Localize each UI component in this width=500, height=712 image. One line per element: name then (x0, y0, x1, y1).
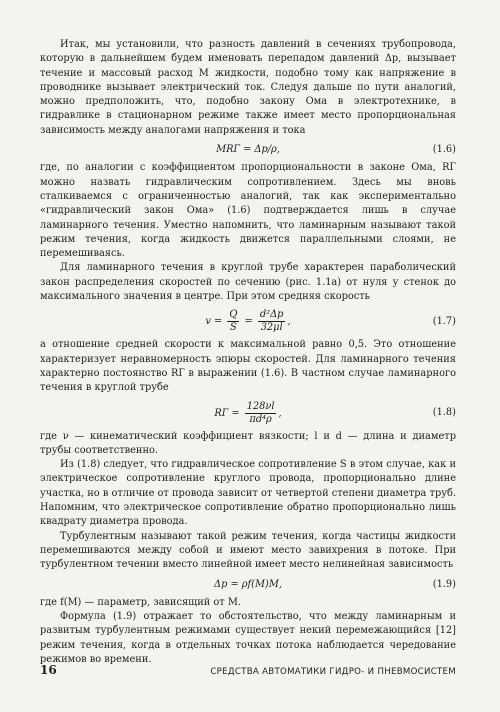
fraction-numerator: d²Δp (259, 309, 284, 321)
equation-1-6 (40, 143, 456, 157)
running-title: СРЕДСТВА АВТОМАТИКИ ГИДРО- И ПНЕВМОСИСТЕМ (210, 667, 456, 677)
paragraph-5: где ν — кинематический коэффициент вязкости; l и d — длина и диаметр трубы соответственно. (40, 430, 456, 456)
equation-1-8 (40, 401, 456, 426)
paragraph-2: где, по аналогии с коэффициентом пропорциональности в законе Ома, RГ можно назвать гидравлическим сопротивлением. Здесь мы вновь сталкиваемся с ограниченностью аналогий, так как экспериментально «гидравлический закон Ома» (1.6) подтверждается лишь в случае ламинарного течения. Уместно напомнить, что ламинарным называют такой режим течения, когда жидкость движется параллельными слоями, не перемешиваясь. (40, 162, 456, 260)
equation-1-9-formula: Δp = ρf(M)M, (214, 578, 282, 590)
page-footer (40, 663, 456, 679)
paragraph-3: Для ламинарного течения в круглой трубе характерен параболический закон распределения скоростей по сечению (рис. 1.1а) от нуля у стенок до максимального значения в центре. При этом средняя скорость (40, 262, 456, 303)
paragraph-4: а отношение средней скорости к максимальной равно 0,5. Это отношение характеризует неравномерность эпюры скоростей. Для ламинарного течения характерно постоянство RГ в выражении (1.6). В частном случае ламинарного течения в круглой трубе (40, 339, 456, 394)
equation-1-8-formula (40, 401, 416, 426)
fraction-numerator: 128νl (246, 400, 275, 412)
equation-1-8-fraction (245, 401, 277, 426)
paragraph-9: Формула (1.9) отражает то обстоятельство, что между ламинарным и развитым турбулентным режимами существует некий перемежающийся [12] режим течения, когда в отдельных точках потока наблюдается чередование режимов во времени. (40, 611, 456, 665)
paragraph-8: где f(M) — параметр, зависящий от M. (40, 596, 241, 608)
equation-1-7-lhs: v = (205, 316, 223, 328)
equals-sign: = (244, 316, 253, 328)
equation-1-7 (40, 309, 456, 334)
paragraph-7: Турбулентным называют такой режим течения, когда частицы жидкости перемешиваются между собой и имеют место завихрения в потоке. При турбулентном течении вместо линейной имеет место нелинейная зависимость (40, 530, 456, 571)
equation-1-6-number: (1.6) (432, 144, 456, 156)
equation-1-7-number: (1.7) (432, 315, 456, 327)
fraction-denominator: πd⁴ρ (249, 413, 272, 425)
equation-1-6-formula: MRГ = Δp/ρ, (216, 144, 280, 156)
paragraph-1: Итак, мы установили, что разность давлений в сечениях трубопровода, которую в дальнейшем будем именовать перепадом давлений Δp, вызывает течение и массовый расход M жидкости, подобно тому как напряжение в проводнике вызывает электрический ток. Следуя дальше по пути аналогий, можно предположить, что, подобно закону Ома в электротехнике, в гидравлике в стационарном режиме также имеет место пропорциональная зависимость между аналогами напряжения и тока (40, 39, 456, 136)
equation-1-9-number: (1.9) (432, 578, 456, 590)
fraction-numerator: Q (229, 309, 238, 321)
equation-1-7-fraction-2 (258, 309, 286, 334)
page-number: 16 (40, 663, 57, 677)
fraction-denominator: 32μl (260, 322, 283, 334)
equation-1-7-fraction-1 (227, 309, 239, 334)
paragraph-6: Из (1.8) следует, что гидравлическое сопротивление S в этом случае, как и электрическое сопротивление круглого провода, пропорционально длине участка, но в отличие от провода зависит от четвертой степени диаметра труб. Напомним, что электрическое сопротивление обратно пропорционально лишь квадрату диаметра провода. (40, 459, 456, 528)
equation-1-9 (40, 578, 456, 592)
fraction-denominator: S (230, 322, 237, 334)
equation-1-7-tail: , (287, 316, 291, 328)
equation-1-8-lhs: RГ = (214, 407, 240, 419)
equation-1-8-tail: , (278, 407, 282, 419)
equation-1-8-number: (1.8) (432, 406, 456, 418)
equation-1-7-formula (40, 309, 416, 334)
